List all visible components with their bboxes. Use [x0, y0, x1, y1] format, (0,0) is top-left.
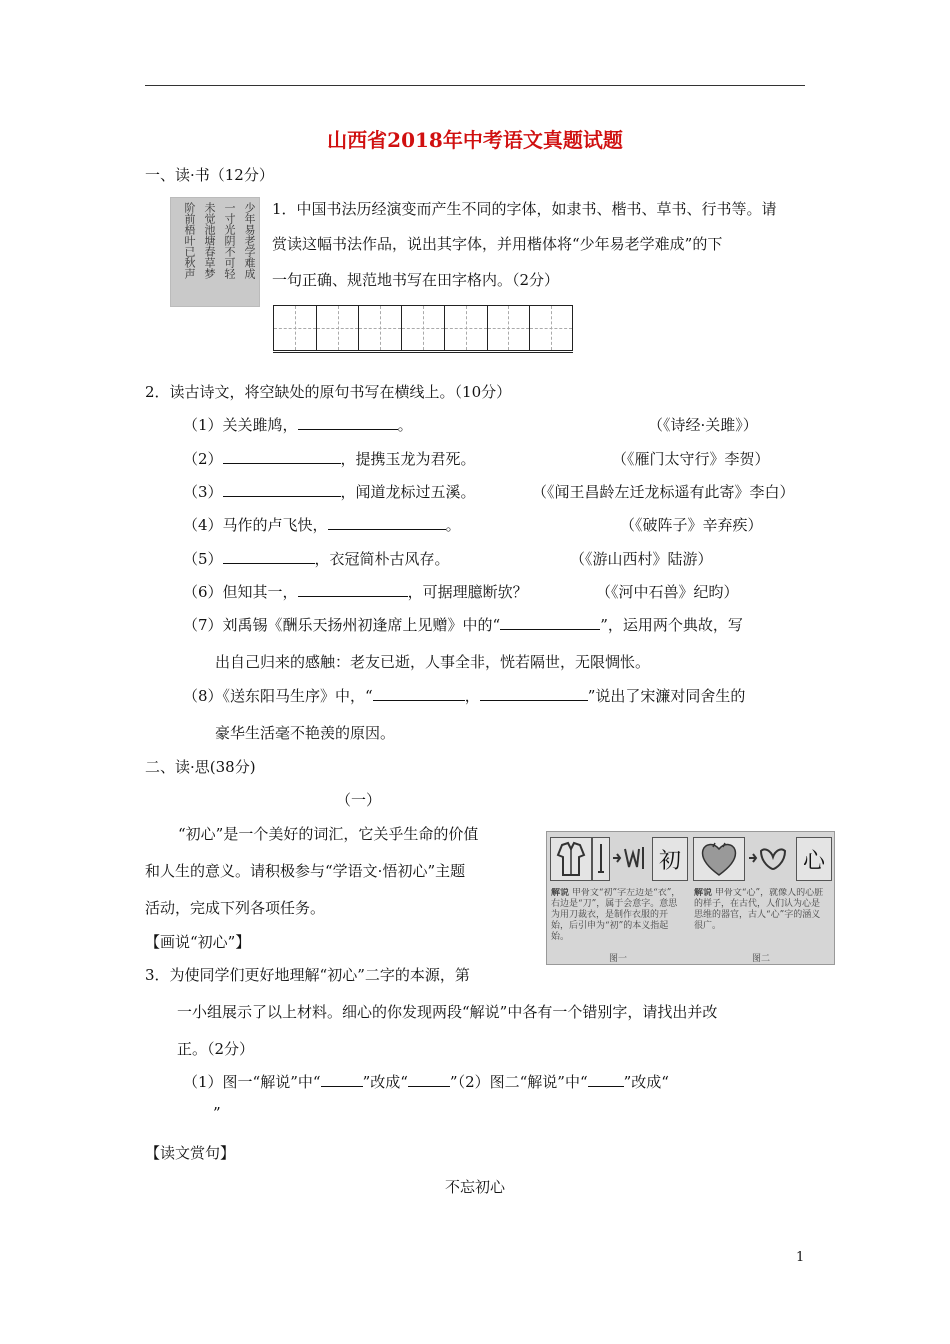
- q3-line: 正。（2分）: [177, 1040, 255, 1058]
- grid-cell[interactable]: [317, 306, 360, 350]
- q2-item-8-cont: 豪华生活毫不艳羡的原因。: [215, 724, 396, 742]
- q2-item-8: （8）《送东阳马生序》中，“ ， ”说出了宋濂对同舍生的: [183, 687, 746, 705]
- q3-answer-line: （1）图一“解说”中“ ”改成“ ”（2）图二“解说”中“ ”改成“: [183, 1073, 669, 1091]
- figure-2-caption: 图二: [752, 954, 771, 964]
- page-number: 1: [796, 1250, 805, 1265]
- chuxin-figure: [546, 831, 835, 965]
- subsection-marker: （一）: [336, 791, 382, 809]
- q2-item-2: （2） ，提携玉龙为君死。: [183, 450, 476, 468]
- answer-blank[interactable]: [500, 615, 600, 630]
- q2-item-5: （5） ，衣冠简朴古风存。: [183, 550, 450, 568]
- q2-source: （《闻王昌龄左迁龙标遥有此寄》李白）: [532, 483, 795, 501]
- calligraphy-column: 阶前梧叶已秋声: [183, 202, 196, 279]
- answer-blank[interactable]: [328, 515, 446, 530]
- intro-line: “初心”是一个美好的词汇，它关乎生命的价值: [178, 825, 479, 843]
- header-rule: [145, 85, 805, 86]
- answer-blank[interactable]: [298, 415, 398, 430]
- q3-line: 3．为使同学们更好地理解“初心”二字的本源，第: [145, 966, 470, 984]
- calligraphy-image: [170, 197, 260, 307]
- tianzige-grid[interactable]: [273, 305, 573, 351]
- q2-item-7-cont: 出自己归来的感触：老友已逝，人事全非，恍若隔世，无限惆怅。: [215, 653, 651, 671]
- page-title: 山西省2018年中考语文真题试题: [327, 128, 623, 152]
- q2-source: （《游山西村》陆游）: [570, 550, 713, 568]
- tag-huashuo: 【画说“初心”】: [145, 933, 251, 951]
- calligraphy-column: 未觉池塘春草梦: [203, 202, 216, 279]
- heart-image: [693, 837, 745, 881]
- answer-blank[interactable]: [223, 549, 315, 564]
- q2-item-3: （3） ，闻道龙标过五溪。: [183, 483, 476, 501]
- oracle-xin-glyph: [746, 837, 794, 879]
- robe-knife-glyph: [550, 837, 592, 881]
- calligraphy-column: 一寸光阴不可轻: [223, 202, 236, 279]
- grid-cell[interactable]: [359, 306, 402, 350]
- calligraphy-column: 少年易老学难成: [243, 202, 256, 279]
- q2-source: （《破阵子》辛弃疾）: [620, 516, 763, 534]
- q2-item-4: （4）马作的卢飞快， 。: [183, 516, 461, 534]
- char-xin: 心: [796, 837, 832, 881]
- q1-line: 赏读这幅书法作品，说出其字体，并用楷体将“少年易老学难成”的下: [272, 235, 723, 253]
- section-1-heading: 一、读·书（12分）: [145, 166, 274, 184]
- answer-blank[interactable]: [223, 449, 341, 464]
- char-chu: 初: [652, 837, 688, 881]
- q1-line: 1．中国书法历经演变而产生不同的字体，如隶书、楷书、草书、行书等。请: [272, 200, 777, 218]
- q2-heading: 2．读古诗文，将空缺处的原句书写在横线上。（10分）: [145, 383, 512, 401]
- answer-blank[interactable]: [480, 686, 588, 701]
- figure-2: [690, 832, 834, 964]
- q2-source: （《雁门太守行》李贺）: [612, 450, 770, 468]
- answer-blank[interactable]: [588, 1072, 624, 1087]
- intro-line: 活动，完成下列各项任务。: [145, 899, 326, 917]
- answer-blank[interactable]: [373, 686, 465, 701]
- tag-duwen: 【读文赏句】: [145, 1144, 236, 1162]
- q2-source: （《诗经·关雎》）: [648, 416, 758, 434]
- grid-cell[interactable]: [488, 306, 531, 350]
- oracle-chu-glyph: [610, 837, 650, 879]
- grid-cell[interactable]: [274, 306, 317, 350]
- q1-line: 一句正确、规范地书写在田字格内。（2分）: [272, 271, 560, 289]
- grid-cell[interactable]: [402, 306, 445, 350]
- q3-answer-end: ”: [213, 1104, 221, 1122]
- figure-1-caption: 图一: [609, 954, 628, 964]
- q2-item-6: （6）但知其一， ，可据理臆断欤？: [183, 583, 528, 601]
- answer-blank[interactable]: [408, 1072, 450, 1087]
- q2-item-1: （1）关关雎鸠， 。: [183, 416, 413, 434]
- figure-1-explanation: 解说 甲骨文“初”字左边是“衣”，右边是“刀”，属于会意字。意思为用刀裁衣，是制作衣服的开始，后引申为“初”的本义指起始。: [551, 888, 681, 942]
- figure-2-explanation: 解说 甲骨文“心”，就像人的心脏的样子，在古代，人们认为心是思维的器官，古人“心”字的涵义很广。: [694, 888, 824, 931]
- grid-underline: [273, 352, 573, 353]
- section-2-heading: 二、读·思(38分): [145, 758, 256, 776]
- q2-item-7: （7）刘禹锡《酬乐天扬州初逢席上见赠》中的“ ”，运用两个典故，写: [183, 616, 743, 634]
- figure-1: [547, 832, 690, 964]
- essay-title: 不忘初心: [444, 1178, 505, 1196]
- answer-blank[interactable]: [223, 482, 341, 497]
- grid-cell[interactable]: [530, 306, 572, 350]
- answer-blank[interactable]: [321, 1072, 363, 1087]
- answer-blank[interactable]: [298, 582, 408, 597]
- grid-cell[interactable]: [445, 306, 488, 350]
- knife-glyph: [592, 837, 610, 881]
- intro-line: 和人生的意义。请积极参与“学语文·悟初心”主题: [145, 862, 466, 880]
- q3-line: 一小组展示了以上材料。细心的你发现两段“解说”中各有一个错别字，请找出并改: [177, 1003, 718, 1021]
- q2-source: （《河中石兽》纪昀）: [596, 583, 739, 601]
